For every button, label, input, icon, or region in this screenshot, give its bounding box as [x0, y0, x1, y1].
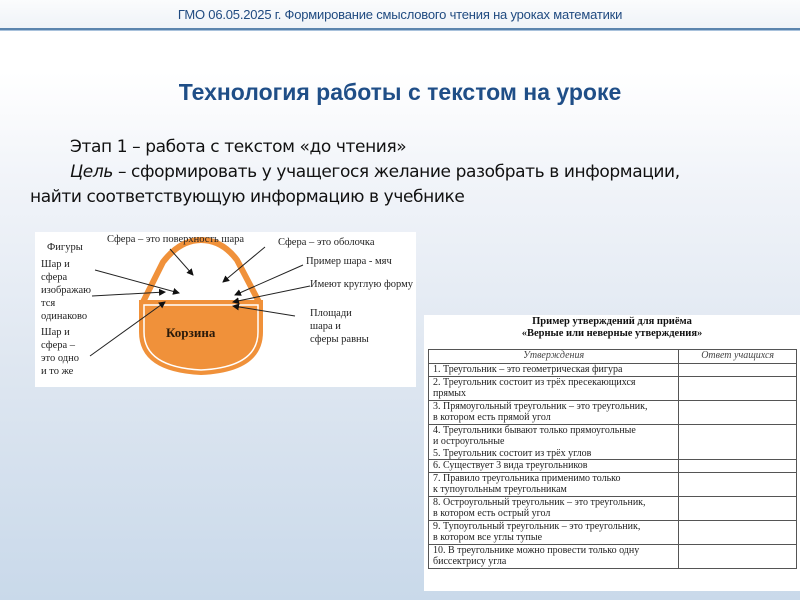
label-figures: Фигуры: [47, 242, 83, 253]
statement-line: 5. Треугольник состоит из трёх углов: [433, 447, 592, 459]
statement-cell: [429, 520, 679, 544]
statement-line: 3. Прямоугольный треугольник – это треугольник,: [433, 400, 648, 412]
answer-cell: [679, 424, 797, 460]
label-line: одинаково: [41, 311, 88, 322]
table-row: [429, 364, 797, 377]
statement-line: 2. Треугольник состоит из трёх пресекающихся: [433, 376, 636, 388]
statement-cell: [429, 376, 679, 400]
header-text: ГМО 06.05.2025 г. Формирование смыслового чтения на уроках математики: [177, 7, 623, 22]
statement-line: в котором есть прямой угол: [433, 412, 551, 423]
basket-label: Корзина: [166, 325, 216, 340]
label-round-shape: Имеют круглую форму: [310, 279, 414, 290]
statement-line: 8. Остроугольный треугольник – это треугольник,: [433, 496, 646, 508]
statement-line: биссектрису угла: [433, 556, 507, 567]
slide-title: Технология работы с текстом на уроке: [178, 79, 622, 105]
answer-cell: [679, 496, 797, 520]
statement-line: 7. Правило треугольника применимо только: [433, 472, 621, 484]
answer-cell: [679, 520, 797, 544]
goal-label: Цель: [70, 162, 113, 182]
statement-line: 1. Треугольник – это геометрическая фигура: [433, 364, 623, 375]
label-line: Шар и: [41, 327, 70, 338]
table-row: [429, 460, 797, 473]
statement-line: в котором есть острый угол: [433, 508, 551, 519]
slide-body: [30, 135, 770, 210]
answer-cell: [679, 472, 797, 496]
statement-cell: [429, 400, 679, 424]
label-depicted-same: [41, 258, 91, 323]
column-header-statements: Утверждения: [429, 350, 679, 364]
label-areas-equal: [310, 307, 369, 346]
answer-cell: [679, 364, 797, 377]
answer-cell: [679, 544, 797, 568]
table-row: [429, 472, 797, 496]
column-header-answer: Ответ учащихся: [679, 350, 797, 364]
label-sphere-surface: Сфера – это поверхность шара: [107, 234, 245, 245]
statements-table: [428, 349, 797, 569]
table-row: [429, 376, 797, 400]
statement-line: 4. Треугольники бывают только прямоугольные: [433, 424, 636, 436]
statements-table-panel: [424, 315, 800, 591]
label-line: шара и: [310, 321, 341, 332]
label-line: сферы равны: [310, 334, 369, 345]
table-title-line: Пример утверждений для приёма: [532, 316, 692, 327]
table-title-line: «Верные или неверные утверждения»: [521, 328, 703, 339]
statement-cell: [429, 364, 679, 377]
table-header-row: [429, 350, 797, 364]
statement-line: и остроугольные: [433, 436, 505, 447]
basket-diagram: [35, 232, 416, 387]
statement-cell: [429, 460, 679, 473]
answer-cell: [679, 400, 797, 424]
statement-line: 10. В треугольнике можно провести только одну: [433, 544, 640, 556]
label-line: изображаю: [41, 285, 91, 296]
label-ball-example: Пример шара - мяч: [306, 256, 392, 267]
statement-cell: [429, 544, 679, 568]
statement-line: 9. Тупоугольный треугольник – это треугольник,: [433, 520, 641, 532]
goal-continuation: найти соответствующую информацию в учебнике: [30, 187, 465, 207]
statement-line: прямых: [433, 388, 466, 399]
answer-cell: [679, 460, 797, 473]
statement-cell: [429, 472, 679, 496]
statement-line: 6. Существует 3 вида треугольников: [433, 460, 588, 471]
goal-text: – сформировать у учащегося желание разобрать в информации,: [112, 162, 680, 182]
label-line: сфера –: [41, 340, 76, 351]
header-divider: [0, 28, 800, 31]
statement-cell: [429, 496, 679, 520]
table-row: [429, 520, 797, 544]
table-row: [429, 544, 797, 568]
label-sphere-shell: Сфера – это оболочка: [278, 237, 375, 248]
statement-line: к тупоугольным треугольникам: [433, 484, 567, 495]
label-line: и то же: [41, 366, 74, 377]
goal-line: [30, 160, 770, 185]
label-line: тся: [41, 298, 56, 309]
label-one-and-same: [41, 326, 79, 378]
label-line: это одно: [41, 353, 79, 364]
statement-cell: [429, 424, 679, 460]
table-row: [429, 424, 797, 460]
statement-line: в котором все углы тупые: [433, 532, 543, 543]
table-row: [429, 400, 797, 424]
slide-header: [0, 0, 800, 30]
table-title: [424, 316, 800, 340]
label-line: Шар и: [41, 259, 70, 270]
label-line: Площади: [310, 308, 352, 319]
stage-line: Этап 1 – работа с текстом «до чтения»: [70, 137, 407, 157]
table-row: [429, 496, 797, 520]
answer-cell: [679, 376, 797, 400]
label-line: сфера: [41, 272, 68, 283]
